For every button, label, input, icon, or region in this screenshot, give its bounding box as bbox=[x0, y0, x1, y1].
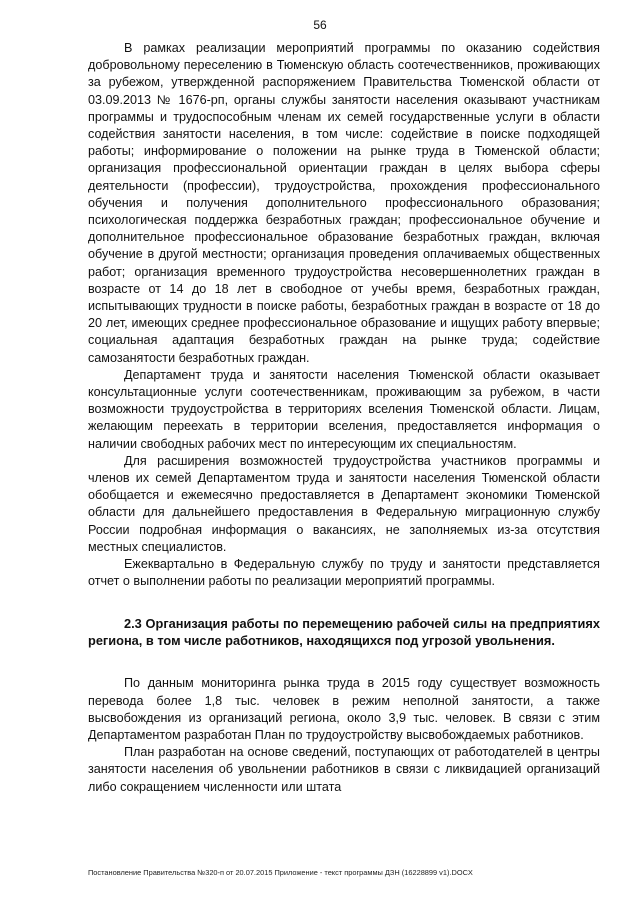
document-body bbox=[88, 40, 600, 796]
page-footer: Постановление Правительства №320-п от 20.07.2015 Приложение - текст программы ДЗН (16228899 v1).DOCX bbox=[88, 868, 473, 877]
paragraph-resettlement-program: В рамках реализации мероприятий программы по оказанию содействия добровольному переселению в Тюменскую область соотечественников, проживающих за рубежом, утвержденной распоряжением Правительства Тюменской области от 03.09.2013 № 1676-рп, органы службы занятости населения оказывают участникам программы и трудоспособным членам их семей государственные услуги в области содействия занятости населения, в том числе: содействие в поиске подходящей работы; информирование о положении на рынке труда в Тюменской области; организация профессиональной ориентации граждан в целях выбора сферы деятельности (профессии), трудоустройства, прохождения профессионального обучения и получения дополнительного профессионального образования; психологическая поддержка безработных граждан; профессиональное обучение и дополнительное профессиональное образование безработных граждан, включая обучение в другой местности; организация проведения оплачиваемых общественных работ; организация временного трудоустройства несовершеннолетних граждан в возрасте от 14 до 18 лет в свободное от учебы время, безработных граждан, испытывающих трудности в поиске работы, безработных граждан в возрасте от 18 до 20 лет, имеющих среднее профессиональное образование и ищущих работу впервые; социальная адаптация безработных граждан на рынке труда; содействие самозанятости безработных граждан. bbox=[88, 41, 600, 365]
paragraph-quarterly-report: Ежеквартально в Федеральную службу по труду и занятости представляется отчет о выполнении работы по реализации мероприятий программы. bbox=[88, 557, 600, 589]
paragraph-plan-basis: План разработан на основе сведений, поступающих от работодателей в центры занятости населения об увольнении работников в связи с ликвидацией организаций либо сокращением численности или штата bbox=[88, 745, 600, 794]
paragraph-vacancy-information: Для расширения возможностей трудоустройства участников программы и членов их семей Департаментом труда и занятости населения Тюменской области обобщается и ежемесячно предоставляется в Департамент экономики Тюменской области для дальнейшего предоставления в Федеральную миграционную службу России подробная информация о вакансиях, не заполняемых из-за отсутствия местных специалистов. bbox=[88, 453, 600, 554]
section-heading: 2.3 Организация работы по перемещению рабочей силы на предприятиях региона, в том числе работников, находящихся под угрозой увольнения. bbox=[88, 615, 600, 648]
page-number: 56 bbox=[313, 18, 327, 32]
paragraph-monitoring-data: По данным мониторинга рынка труда в 2015 году существует возможность перевода более 1,8 тыс. человек в режим неполной занятости, а также высвобождения из организаций региона, около 3,9 тыс. человек. В связи с этим Департаментом разработан План по трудоустройству высвобождаемых работников. bbox=[88, 676, 600, 742]
paragraph-consulting-services: Департамент труда и занятости населения Тюменской области оказывает консультационные услуги соотечественникам, проживающим за рубежом, в части возможности трудоустройства в территориях вселения Тюменской области. Лицам, желающим переехать в территории вселения, предоставляется информация о наличии свободных рабочих мест по интересующим их специальностям. bbox=[88, 367, 600, 451]
